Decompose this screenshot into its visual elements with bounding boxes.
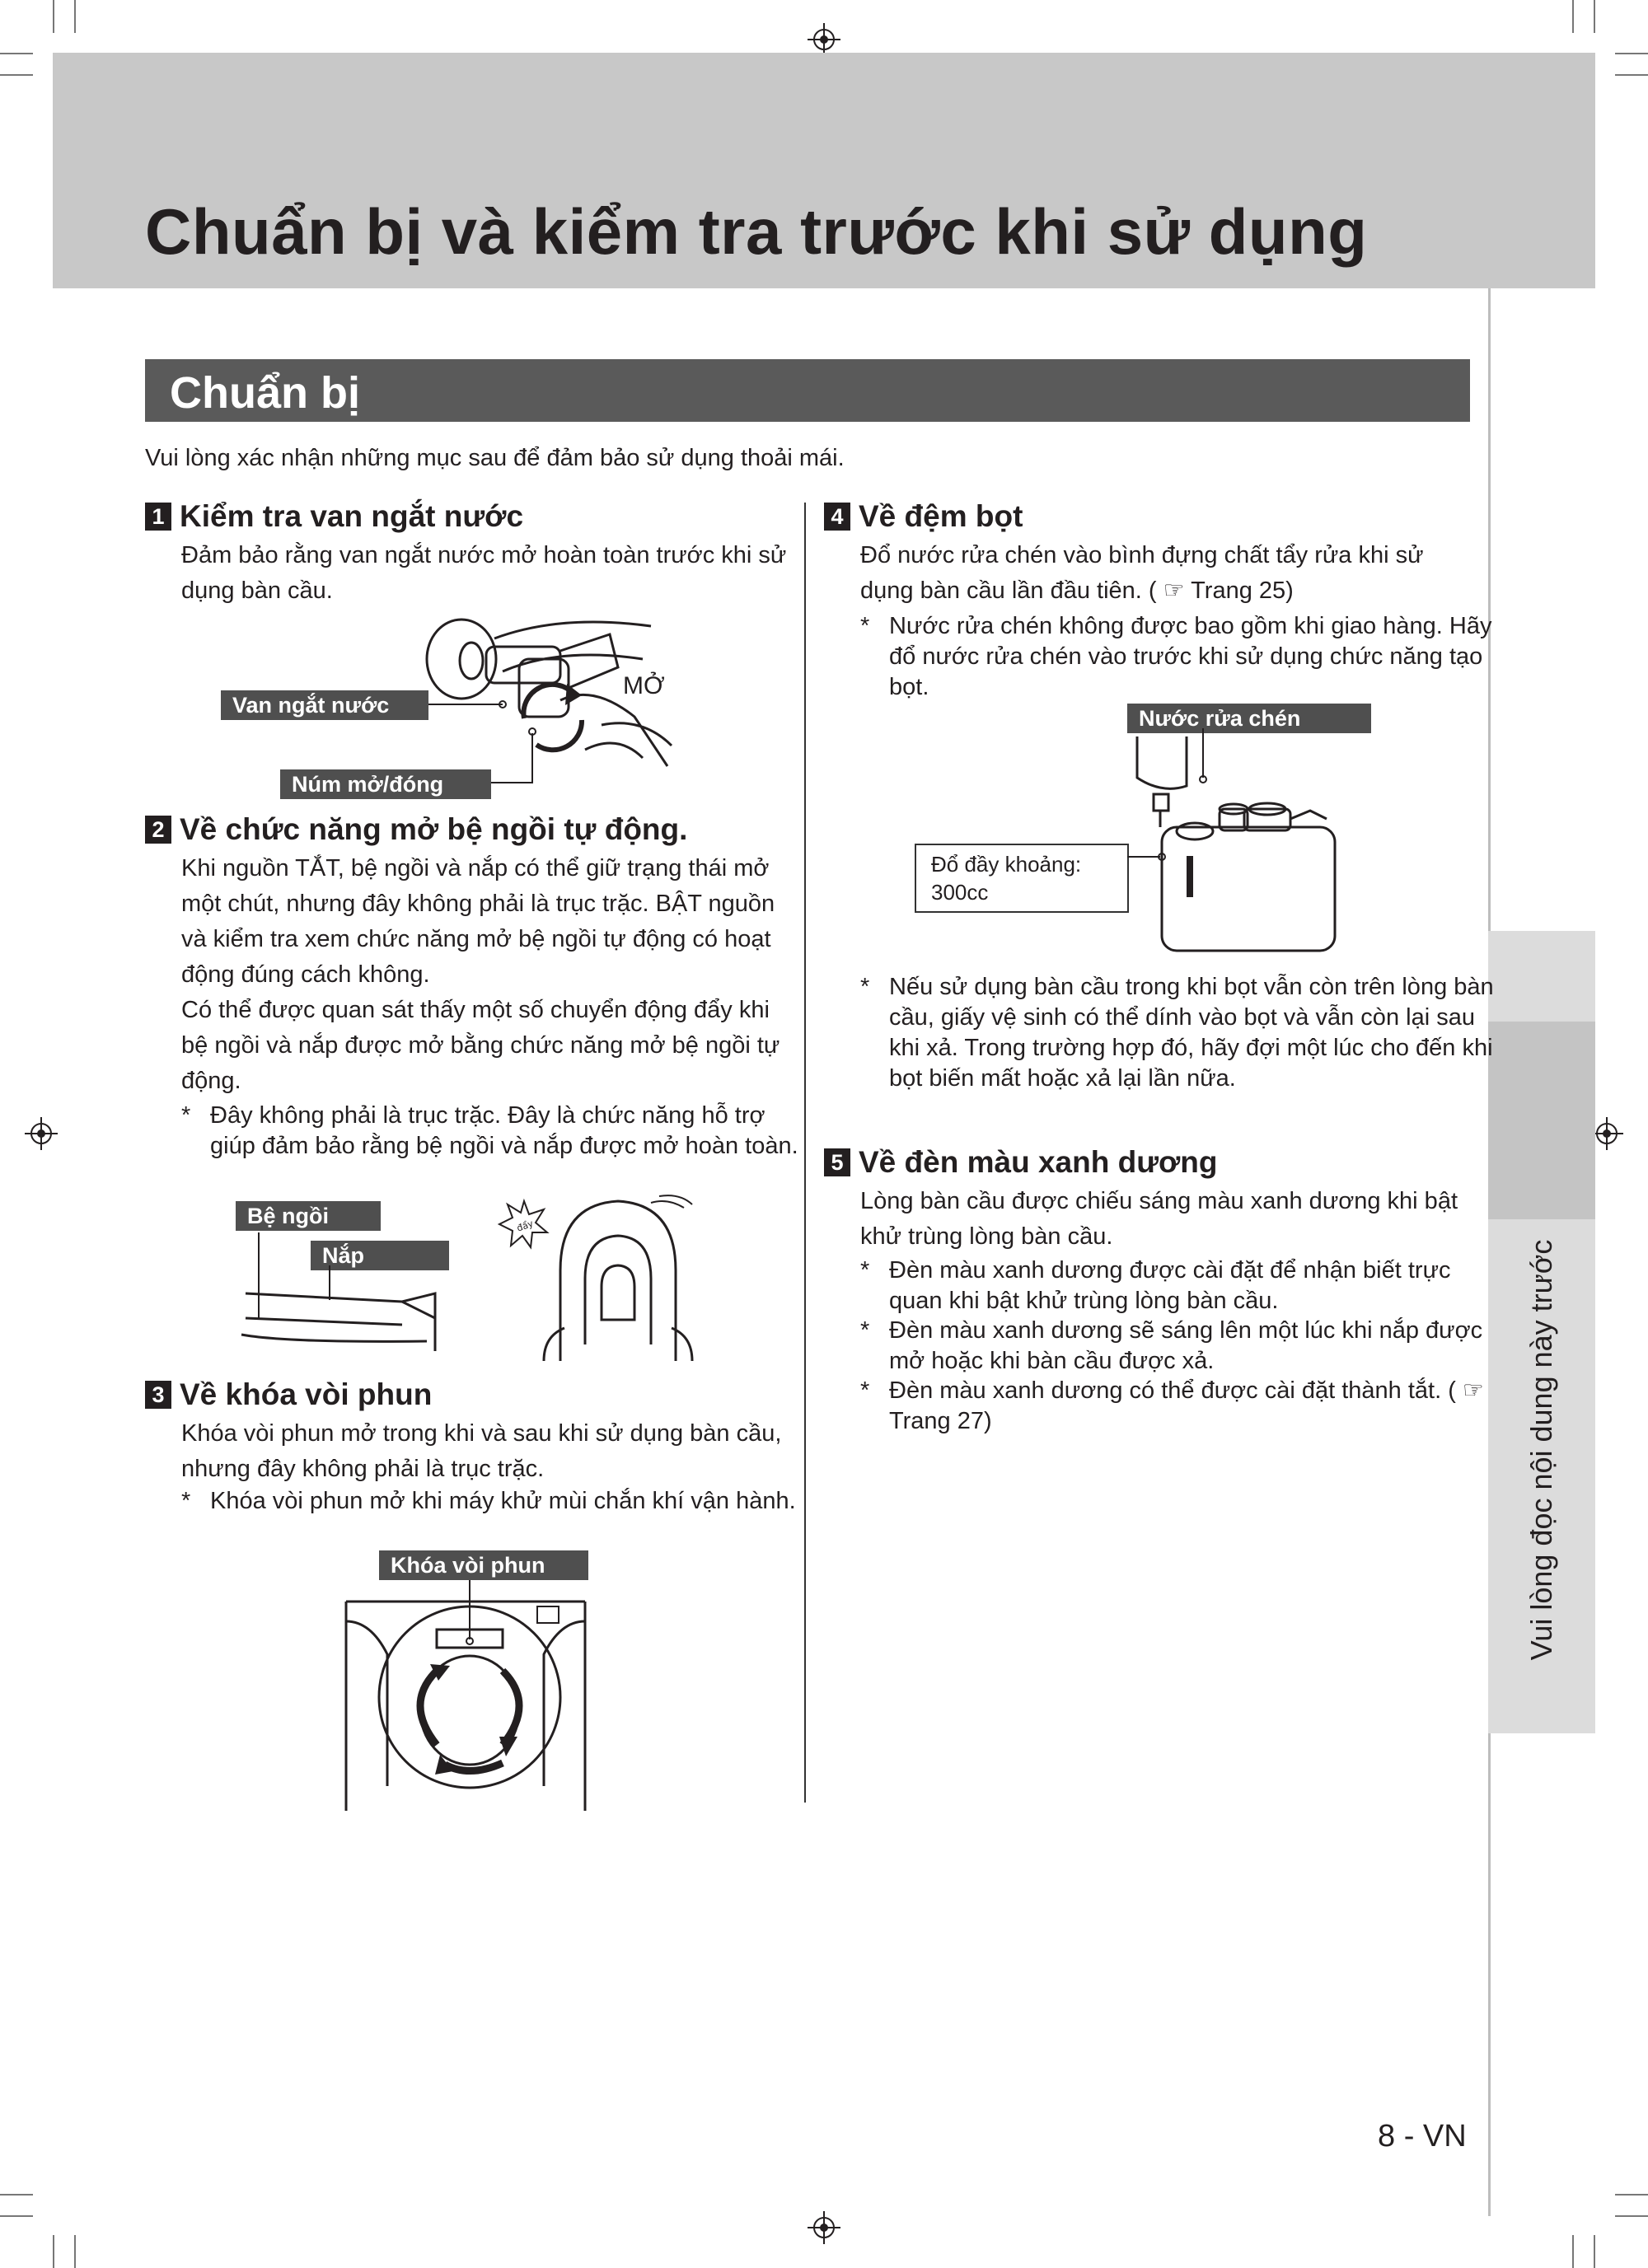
note-text: Nước rửa chén không được bao gồm khi giao hàng. Hãy đổ nước rửa chén vào trước khi sử dụng chức năng tạo bọt. — [889, 613, 1492, 700]
item-title: Về đèn màu xanh dương — [859, 1145, 1218, 1179]
crop-mark — [53, 2235, 54, 2268]
item-note: * Đây không phải là trục trặc. Đây là chức năng hỗ trợ giúp đảm bảo rằng bệ ngồi và nắp được mở hoàn toàn. — [181, 1102, 798, 1159]
label-nozzle-lock: Khóa vòi phun — [379, 1550, 588, 1580]
crop-mark — [1615, 74, 1648, 76]
label-knob: Núm mở/đóng — [280, 769, 491, 799]
registration-mark-icon — [808, 2211, 840, 2244]
item-note: * Nếu sử dụng bàn cầu trong khi bọt vẫn còn trên lòng bàn cầu, giấy vệ sinh có thể dính vào bọt và vẫn còn lại sau khi xả. Trong trường hợp đó, hãy đợi một lúc cho đến khi bọt biến mất hoặc xả lại lần nữa. — [860, 974, 1494, 1092]
item-paragraph: Khi nguồn TẮT, bệ ngồi và nắp có thể giữ trạng thái mở một chút, nhưng đây không phải là trục trặc. BẬT nguồn và kiểm tra xem chức năng mở bệ ngồi tự động có hoạt động đúng cách không. — [181, 855, 775, 988]
note-text: Đèn màu xanh dương sẽ sáng lên một lúc khi nắp được mở hoặc khi bàn cầu được xả. — [889, 1317, 1483, 1374]
item-title: Kiểm tra van ngắt nước — [180, 499, 524, 533]
item-paragraph: Lòng bàn cầu được chiếu sáng màu xanh dương khi bật khử trùng lòng bàn cầu. — [860, 1188, 1458, 1250]
item-title: Về đệm bọt — [859, 499, 1023, 533]
side-tab-block — [1488, 931, 1595, 1022]
label-open: MỞ — [623, 672, 665, 699]
seat-lid-side-illustration — [237, 1219, 435, 1351]
crop-mark — [0, 2194, 33, 2196]
registration-mark-icon — [25, 1117, 58, 1150]
section-intro: Vui lòng xác nhận những mục sau để đảm bảo sử dụng thoải mái. — [145, 445, 845, 471]
item-note: * Đèn màu xanh dương có thể được cài đặt thành tắt. ( ☞ Trang 27) — [860, 1377, 1484, 1434]
item-note: * Khóa vòi phun mở khi máy khử mùi chắn khí vận hành. — [181, 1488, 796, 1514]
item-paragraph: Đổ nước rửa chén vào bình đựng chất tẩy rửa khi sử dụng bàn cầu lần đầu tiên. ( ☞ Trang 25) — [860, 542, 1424, 604]
leader-line — [428, 696, 511, 713]
item-number: 5 — [824, 1148, 850, 1176]
crop-mark — [0, 53, 33, 54]
fill-line: Đổ đầy khoảng: — [931, 852, 1082, 877]
detergent-tank-illustration — [1129, 728, 1376, 959]
item-note: * Đèn màu xanh dương sẽ sáng lên một lúc khi nắp được mở hoặc khi bàn cầu được xả. — [860, 1317, 1483, 1374]
crop-mark — [1572, 0, 1574, 33]
crop-mark — [0, 2215, 33, 2217]
push-label: đẩy — [515, 1218, 535, 1234]
page-number: 8 - VN — [1378, 2119, 1467, 2153]
registration-mark-icon — [808, 23, 840, 56]
label-seat: Bệ ngồi — [236, 1201, 381, 1231]
item-paragraph: Đảm bảo rằng van ngắt nước mở hoàn toàn trước khi sử dụng bàn cầu. — [181, 542, 787, 604]
note-text: Đây không phải là trục trặc. Đây là chức năng hỗ trợ giúp đảm bảo rằng bệ ngồi và nắp được mở hoàn toàn. — [210, 1102, 798, 1159]
toilet-bowl-illustration — [338, 1580, 602, 1819]
crop-mark — [1615, 53, 1648, 54]
section-title: Chuẩn bị — [170, 368, 360, 418]
fill-amount: 300cc — [931, 880, 989, 905]
item-paragraph: Có thể được quan sát thấy một số chuyển động đẩy khi bệ ngồi và nắp được mở bằng chức năng mở bệ ngồi tự động. — [181, 997, 780, 1094]
crop-mark — [0, 74, 33, 76]
note-text: Khóa vòi phun mở khi máy khử mùi chắn khí vận hành. — [210, 1488, 796, 1514]
crop-mark — [74, 0, 76, 33]
item-title: Về chức năng mở bệ ngồi tự động. — [180, 812, 688, 846]
seat-lid-front-illustration — [544, 1196, 692, 1361]
item-number: 4 — [824, 503, 850, 531]
item-heading — [824, 1145, 1218, 1180]
item-number: 3 — [145, 1381, 171, 1409]
item-note: * Nước rửa chén không được bao gồm khi giao hàng. Hãy đổ nước rửa chén vào trước khi sử dụng chức năng tạo bọt. — [860, 613, 1492, 700]
label-detergent: Nước rửa chén — [1127, 704, 1371, 733]
note-text: Đèn màu xanh dương có thể được cài đặt thành tắt. ( ☞ Trang 27) — [889, 1377, 1484, 1434]
crop-mark — [53, 0, 54, 33]
crop-mark — [1594, 0, 1595, 33]
label-valve: Van ngắt nước — [221, 690, 428, 720]
note-text: Nếu sử dụng bàn cầu trong khi bọt vẫn còn trên lòng bàn cầu, giấy vệ sinh có thể dính vào bọt và vẫn còn lại sau khi xả. Trong trường hợp đó, hãy đợi một lúc cho đến khi bọt biến mất hoặc xả lại lần nữa. — [889, 974, 1494, 1092]
item-number: 1 — [145, 503, 171, 531]
registration-mark-icon — [1590, 1117, 1623, 1150]
item-note: * Đèn màu xanh dương được cài đặt để nhận biết trực quan khi bật khử trùng lòng bàn cầu. — [860, 1257, 1451, 1314]
push-burst-icon — [499, 1199, 549, 1249]
item-heading — [145, 812, 687, 847]
side-tab-block — [1488, 1022, 1595, 1219]
crop-mark — [1615, 2215, 1648, 2217]
item-heading — [145, 1377, 432, 1412]
item-paragraph: Khóa vòi phun mở trong khi và sau khi sử dụng bàn cầu, nhưng đây không phải là trục trặc. — [181, 1420, 782, 1482]
column-divider — [804, 503, 806, 1803]
leader-line — [491, 725, 541, 791]
item-heading — [824, 499, 1023, 534]
crop-mark — [1572, 2235, 1574, 2268]
label-lid: Nắp — [311, 1241, 449, 1270]
crop-mark — [1594, 2235, 1595, 2268]
crop-mark — [74, 2235, 76, 2268]
item-title: Về khóa vòi phun — [180, 1377, 433, 1411]
item-number: 2 — [145, 816, 171, 844]
note-text: Đèn màu xanh dương được cài đặt để nhận biết trực quan khi bật khử trùng lòng bàn cầu. — [889, 1257, 1451, 1314]
leader-line — [1127, 849, 1168, 865]
crop-mark — [1615, 2194, 1648, 2196]
side-tab-label: Vui lòng đọc nội dung này trước — [1524, 1239, 1558, 1661]
page-title: Chuẩn bị và kiểm tra trước khi sử dụng — [145, 195, 1368, 268]
fill-callout — [915, 844, 1129, 913]
item-heading — [145, 499, 523, 534]
